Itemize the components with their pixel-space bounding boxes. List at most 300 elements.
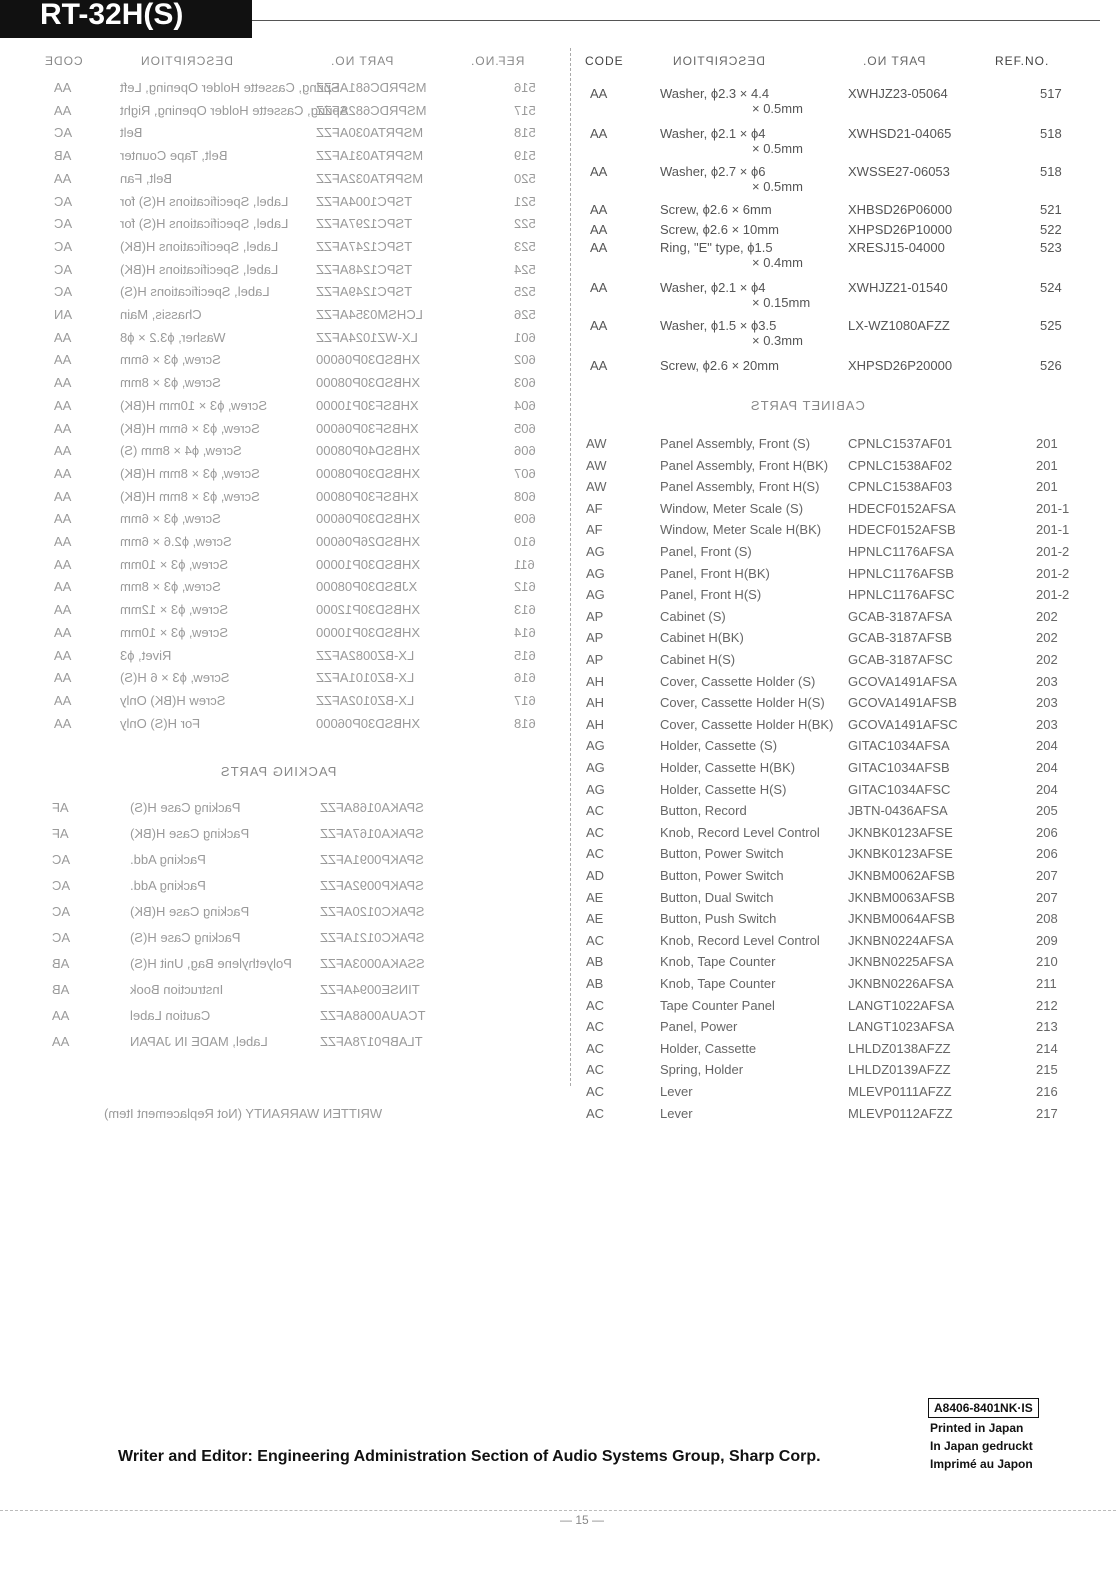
part-description-cont: × 0.5mm	[752, 101, 803, 116]
part-code: AC	[54, 216, 73, 232]
ref-number: 614	[514, 624, 536, 640]
ref-number: 525	[1040, 318, 1062, 333]
part-number: XHBSD30P06000	[316, 352, 421, 368]
part-code: AH	[586, 695, 605, 711]
part-number: HPNLC1176AFSA	[848, 544, 954, 559]
part-number: JKNBM0063AFSB	[848, 889, 955, 905]
part-number: MSPRTA032AFZZ	[316, 170, 424, 186]
part-description: Label, Specifications H(S) for	[120, 193, 289, 209]
ref-number: 203	[1036, 673, 1058, 689]
ref-number: 206	[1036, 824, 1058, 840]
ref-number: 521	[1040, 202, 1062, 217]
part-number: SPAKC0121AFZZ	[320, 930, 425, 945]
part-number: HDECF0152AFSA	[848, 500, 956, 516]
part-description: Washer, ϕ2.3 × 4.4	[660, 86, 770, 101]
ref-number: 520	[514, 170, 536, 186]
column-divider	[570, 48, 571, 1086]
part-number: XJBSD30P08000	[316, 579, 418, 595]
ref-number: 517	[514, 102, 536, 118]
part-code: AC	[54, 261, 73, 277]
part-description: Panel Assembly, Front H(S)	[660, 479, 820, 495]
part-number: XHBSD40P08000	[316, 443, 421, 459]
part-description: Panel, Power	[660, 1019, 738, 1035]
left-header-ref-no: REF.NO.	[470, 54, 525, 68]
part-code: AN	[54, 307, 73, 322]
part-number: GITAC1034AFSB	[848, 760, 950, 775]
part-number: JKNBN0225AFSA	[848, 954, 954, 970]
part-description: Screw, ϕ3 × 6 H(S)	[120, 670, 230, 686]
ref-number: 202	[1036, 608, 1058, 624]
part-number: XHPSD26P20000	[848, 358, 953, 373]
part-number: XHBSF30P10000	[316, 397, 419, 413]
part-number: TSPC1004AFZZ	[316, 193, 413, 209]
part-description: Label, Specifications H(BK)	[120, 261, 279, 277]
part-description: Panel, Front (S)	[660, 544, 752, 559]
part-description: Knob, Record Level Control	[660, 932, 820, 948]
part-number: XHBSD30P06000	[316, 511, 421, 527]
part-number: LANGT1022AFSA	[848, 997, 955, 1013]
ref-number: 215	[1036, 1062, 1058, 1078]
part-number: XHBSD26P06000	[316, 534, 421, 549]
part-number: XRESJ15-04000	[848, 240, 945, 255]
part-code: AG	[586, 781, 605, 797]
part-number: SSAKA0003AFZZ	[320, 956, 425, 971]
part-code: AP	[586, 630, 604, 646]
part-number: TCAUA0068AFZZ	[320, 1008, 426, 1023]
part-description: Caution Label	[130, 1008, 211, 1023]
ref-number: 609	[514, 511, 536, 527]
ref-number: 206	[1036, 846, 1058, 862]
part-description: Screw, ϕ3 × 6mm	[120, 511, 221, 527]
part-number: CPNLC1537AF01	[848, 436, 953, 451]
ref-number: 518	[1040, 126, 1062, 141]
part-number: MSPRDC682AFZZ	[316, 102, 427, 118]
part-number: XHBSF30P06000	[316, 420, 419, 436]
part-code: AA	[54, 670, 72, 686]
part-description: Knob, Record Level Control	[660, 824, 820, 840]
part-code: AC	[586, 1040, 605, 1056]
part-number: GITAC1034AFSA	[848, 738, 950, 754]
ref-number: 526	[1040, 358, 1062, 373]
part-code: AG	[586, 544, 605, 559]
part-description: Washer, ϕ2.1 × ϕ4	[660, 280, 766, 295]
part-description: Panel Assembly, Front H(BK)	[660, 457, 829, 473]
part-code: AC	[54, 193, 73, 209]
part-number: LX-WZ1024AFZZ	[316, 329, 418, 345]
part-number: SPAKC0120AFZZ	[320, 904, 425, 919]
part-description: Screw H(BK) Only	[120, 692, 226, 708]
ref-number: 203	[1036, 716, 1058, 732]
part-code: AB	[52, 956, 70, 971]
part-number: SPAKP0091AFZZ	[320, 852, 424, 867]
part-description: Packing Case H(S)	[130, 800, 241, 815]
part-number: LX-BZ0102AFZZ	[316, 692, 415, 708]
part-code: AA	[54, 511, 72, 527]
part-code: AC	[54, 125, 73, 141]
part-number: XWSSE27-06053	[848, 164, 950, 179]
part-number: LHLDZ0138AFZZ	[848, 1040, 951, 1056]
part-number: JKNBN0224AFSA	[848, 932, 954, 948]
ref-number: 214	[1036, 1040, 1058, 1056]
part-code: AC	[586, 997, 605, 1013]
part-number: LX-BZ0082AFZZ	[316, 647, 415, 663]
part-code: AC	[586, 1105, 605, 1121]
part-description: Screw, ϕ2.6 × 6mm	[660, 202, 772, 217]
part-code: AF	[52, 826, 69, 841]
part-number: HPNLC1176AFSB	[848, 565, 954, 581]
ref-number: 605	[514, 420, 536, 436]
part-number: CPNLC1538AF02	[848, 457, 953, 473]
part-code: AA	[54, 602, 72, 618]
document-code-stamp: A8406-8401NK·IS	[928, 1398, 1039, 1418]
part-number: GCOVA1491AFSB	[848, 695, 957, 711]
part-description: Screw, ϕ3 × 10mm	[120, 556, 229, 572]
part-number: GITAC1034AFSC	[848, 781, 951, 797]
part-code: AC	[586, 1019, 605, 1035]
part-number: HPNLC1176AFSC	[848, 587, 955, 603]
page-number: — 15 —	[560, 1513, 605, 1527]
part-description: Screw, ϕ3 × 10mm	[120, 624, 229, 640]
part-number: XHBSD30P10000	[316, 556, 421, 572]
warranty-note: WRITTEN WARRANTY (Not Replacement Item)	[104, 1106, 383, 1121]
part-number: XHBSD30P08000	[316, 375, 421, 391]
ref-number: 518	[514, 125, 536, 141]
right-header-code: CODE	[585, 54, 624, 68]
part-code: AC	[586, 803, 605, 819]
part-description: Screw, ϕ3 × 12mm	[120, 602, 229, 618]
ref-number: 612	[514, 579, 536, 595]
ref-number: 604	[514, 397, 536, 413]
ref-number: 610	[514, 534, 536, 549]
right-header-part-no: PART NO.	[862, 54, 926, 68]
part-code: AA	[590, 126, 608, 141]
ref-number: 213	[1036, 1019, 1058, 1035]
part-description: Holder, Cassette H(BK)	[660, 760, 796, 775]
part-code: AF	[586, 500, 603, 516]
part-description: Instruction Book	[130, 982, 224, 997]
ref-number: 210	[1036, 954, 1058, 970]
right-header-ref-no: REF.NO.	[995, 54, 1050, 68]
part-description: Packing Case H(BK)	[130, 826, 250, 841]
ref-number: 204	[1036, 781, 1058, 797]
part-description: Holder, Cassette (S)	[660, 738, 778, 754]
ref-number: 521	[514, 193, 536, 209]
ref-number: 201-1	[1036, 522, 1070, 538]
left-header-part-no: PART NO.	[330, 54, 394, 68]
bottom-rule	[0, 1510, 1116, 1511]
ref-number: 522	[514, 216, 536, 232]
part-code: AA	[54, 397, 72, 413]
part-number: JKNBK0123AFSE	[848, 824, 953, 840]
part-number: JBTN-0436AFSA	[848, 803, 948, 819]
part-code: AE	[586, 889, 604, 905]
part-number: MLEVP0111AFZZ	[848, 1084, 952, 1099]
part-number: XWHJZ23-05064	[848, 86, 948, 101]
part-code: AA	[590, 280, 608, 295]
part-description: Cover, Cassette Holder H(S)	[660, 695, 825, 711]
part-description-cont: × 0.4mm	[752, 255, 803, 270]
part-code: AA	[54, 102, 72, 118]
ref-number: 519	[514, 148, 536, 164]
part-number: JKNBK0123AFSE	[848, 846, 953, 862]
part-code: AA	[54, 443, 72, 459]
part-description: Button, Record	[660, 803, 747, 819]
ref-number: 201-2	[1036, 544, 1070, 559]
header-rule	[252, 20, 1100, 21]
part-code: AA	[54, 624, 72, 640]
ref-number: 217	[1036, 1105, 1058, 1121]
part-number: GCAB-3187AFSB	[848, 630, 953, 646]
part-description: Cover, Cassette Holder (S)	[660, 673, 816, 689]
ref-number: 517	[1040, 86, 1062, 101]
ref-number: 207	[1036, 889, 1058, 905]
part-number: TSPC1248AFZZ	[316, 261, 413, 277]
part-code: AA	[590, 318, 608, 333]
part-code: AA	[54, 420, 72, 436]
part-description: Label, Specifications H(BK)	[120, 238, 279, 254]
part-description: Packing Case H(S)	[130, 930, 241, 945]
part-description: Button, Push Switch	[660, 911, 777, 927]
part-description: Screw, ϕ2.6 × 20mm	[660, 358, 779, 373]
part-number: LHLDZ0139AFZZ	[848, 1062, 951, 1078]
ref-number: 602	[514, 352, 536, 368]
part-description: Panel, Front H(S)	[660, 587, 762, 603]
part-description: Label, Specifications H(S) for	[120, 216, 289, 232]
part-number: LCHSM0354AFZZ	[316, 307, 423, 322]
part-description: Screw, ϕ3 × 8mm H(BK)	[120, 488, 260, 504]
ref-number: 201	[1036, 479, 1058, 495]
part-code: AW	[586, 479, 607, 495]
part-number: CPNLC1538AF03	[848, 479, 953, 495]
ref-number: 201	[1036, 436, 1058, 451]
model-title: RT-32H(S)	[0, 0, 252, 38]
part-code: AA	[54, 488, 72, 504]
part-description: Window, Meter Scale (S)	[660, 500, 804, 516]
part-number: MLEVP0112AFZZ	[848, 1105, 953, 1121]
part-code: AA	[590, 164, 608, 179]
part-description: For H(S) Only	[120, 715, 201, 731]
ref-number: 615	[514, 647, 536, 663]
ref-number: 201	[1036, 457, 1058, 473]
part-code: AF	[52, 800, 69, 815]
cabinet-parts-title: CABINET PARTS	[750, 398, 865, 413]
part-number: TLABP0178AFZZ	[320, 1034, 423, 1049]
part-code: AB	[52, 982, 70, 997]
part-code: AP	[586, 608, 604, 624]
ref-number: 209	[1036, 932, 1058, 948]
part-description: Screw, ϕ3 × 6mm	[120, 352, 221, 368]
ref-number: 523	[514, 238, 536, 254]
ref-number: 204	[1036, 738, 1058, 754]
part-description: Screw, ϕ3 × 6mm H(BK)	[120, 420, 260, 436]
part-description: Panel, Front H(BK)	[660, 565, 770, 581]
part-code: AC	[586, 846, 605, 862]
part-description: Screw, ϕ3 × 10mm H(BK)	[120, 397, 268, 413]
part-description: Washer, ϕ2.1 × ϕ4	[660, 126, 766, 141]
part-description-cont: × 0.5mm	[752, 179, 803, 194]
ref-number: 524	[1040, 280, 1062, 295]
left-header-code: CODE	[44, 54, 83, 68]
part-number: XHPSD26P10000	[848, 222, 953, 237]
part-code: AW	[586, 436, 607, 451]
part-description: Spring, Holder	[660, 1062, 744, 1078]
part-code: AA	[54, 170, 72, 186]
left-section-title: PACKING PARTS	[220, 764, 337, 779]
ref-number: 202	[1036, 652, 1058, 667]
part-description: Screw, ϕ4 × 8mm (S)	[120, 443, 242, 459]
part-description: Washer, ϕ1.5 × ϕ3.5	[660, 318, 777, 333]
part-description: Washer, ϕ3.2 × ϕ8	[120, 329, 226, 345]
ref-number: 616	[514, 670, 536, 686]
part-code: AC	[586, 1062, 605, 1078]
ref-number: 208	[1036, 911, 1058, 927]
part-number: LX-WZ1080AFZZ	[848, 318, 950, 333]
part-description: Washer, ϕ2.7 × ϕ6	[660, 164, 766, 179]
ref-number: 201-2	[1036, 565, 1070, 581]
part-description: Label, MADE IN JAPAN	[130, 1034, 268, 1049]
part-number: TINSE0094AFZZ	[320, 982, 420, 997]
ref-number: 516	[514, 80, 536, 95]
ref-number: 518	[1040, 164, 1062, 179]
left-header-description: DESCRIPTION	[140, 54, 234, 68]
ref-number: 526	[514, 307, 536, 322]
ref-number: 204	[1036, 760, 1058, 775]
part-description: Belt, Fan	[120, 170, 173, 186]
part-description: Screw, ϕ3 × 8mm	[120, 375, 221, 391]
part-description: Packing Add.	[130, 878, 206, 893]
part-description: Screw, ϕ2.6 × 10mm	[660, 222, 779, 237]
part-code: AA	[54, 80, 72, 95]
part-description: Window, Meter Scale H(BK)	[660, 522, 822, 538]
part-code: AC	[586, 1084, 605, 1099]
writer-editor-credit: Writer and Editor: Engineering Administration Section of Audio Systems Group, Sharp Corp.	[118, 1448, 821, 1465]
ref-number: 522	[1040, 222, 1062, 237]
part-code: AG	[586, 587, 605, 603]
part-number: TSPC1249AFZZ	[316, 284, 413, 300]
part-description: Belt, Tape Counter	[120, 148, 228, 164]
part-description: Button, Power Switch	[660, 846, 784, 862]
part-code: AA	[54, 465, 72, 481]
part-number: XWHJZ21-01540	[848, 280, 948, 295]
part-code: AW	[586, 457, 607, 473]
part-description: Tape Counter Panel	[660, 997, 775, 1013]
part-number: MSPRTA030AFZZ	[316, 125, 424, 141]
part-number: MSPRDC681AFZZ	[316, 80, 427, 95]
part-code: AG	[586, 760, 605, 775]
part-description: Rivet, ϕ3	[120, 647, 172, 663]
printed-en: Printed in Japan	[930, 1421, 1024, 1435]
part-code: AB	[586, 976, 604, 991]
part-code: AE	[586, 911, 604, 927]
part-number: JKNBM0062AFSB	[848, 868, 955, 883]
part-code: AA	[54, 579, 72, 595]
part-number: GCOVA1491AFSA	[848, 673, 957, 689]
part-description: Chassis, Main	[120, 307, 202, 322]
part-description: Cabinet (S)	[660, 608, 726, 624]
part-number: XWHSD21-04065	[848, 126, 952, 141]
ref-number: 202	[1036, 630, 1058, 646]
part-description: Knob, Tape Counter	[660, 954, 776, 970]
part-code: AA	[590, 358, 608, 373]
part-description: Button, Power Switch	[660, 868, 784, 883]
part-code: AA	[590, 86, 608, 101]
ref-number: 211	[1036, 976, 1057, 991]
ref-number: 613	[514, 602, 536, 618]
part-description: Spring, Cassette Holder Opening, Right	[120, 102, 349, 118]
part-code: AC	[586, 932, 605, 948]
part-code: AA	[54, 352, 72, 368]
ref-number: 524	[514, 261, 536, 277]
ref-number: 603	[514, 375, 536, 391]
part-number: JKNBN0226AFSA	[848, 976, 954, 991]
right-header-description: DESCRIPTION	[672, 54, 766, 68]
part-code: AH	[586, 716, 605, 732]
ref-number: 212	[1036, 997, 1058, 1013]
part-description: Ring, "E" type, ϕ1.5	[660, 240, 773, 255]
part-number: LX-BZ0101AFZZ	[316, 670, 415, 686]
part-code: AA	[54, 375, 72, 391]
part-code: AF	[586, 522, 603, 538]
part-description-cont: × 0.5mm	[752, 141, 803, 156]
ref-number: 523	[1040, 240, 1062, 255]
part-description: Holder, Cassette	[660, 1040, 757, 1056]
part-code: AP	[586, 652, 604, 667]
part-number: TSPC1297AFZZ	[316, 216, 413, 232]
part-code: AA	[54, 534, 72, 549]
ref-number: 205	[1036, 803, 1058, 819]
ref-number: 525	[514, 284, 536, 300]
part-description: Belt	[120, 125, 143, 141]
ref-number: 201-2	[1036, 587, 1070, 603]
part-number: GCAB-3187AFSA	[848, 608, 953, 624]
ref-number: 606	[514, 443, 536, 459]
part-number: SPAKA0168AFZZ	[320, 800, 424, 815]
part-description: Lever	[660, 1084, 693, 1099]
part-code: AC	[54, 284, 73, 300]
part-description: Button, Dual Switch	[660, 889, 774, 905]
part-description: Lever	[660, 1105, 693, 1121]
part-code: AA	[54, 556, 72, 572]
ref-number: 216	[1036, 1084, 1058, 1099]
part-code: AA	[54, 692, 72, 708]
part-code: AC	[54, 238, 73, 254]
part-code: AB	[586, 954, 604, 970]
part-description: Screw, ϕ2.6 × 6mm	[120, 534, 232, 549]
ref-number: 617	[514, 692, 536, 708]
part-number: XHBSD30P10000	[316, 624, 421, 640]
part-code: AA	[590, 202, 608, 217]
part-description: Packing Add.	[130, 852, 206, 867]
part-code: AC	[52, 878, 71, 893]
part-code: AC	[52, 904, 71, 919]
ref-number: 607	[514, 465, 536, 481]
part-description: Screw, ϕ3 × 8mm	[120, 579, 221, 595]
part-code: AA	[590, 222, 608, 237]
part-code: AC	[52, 852, 71, 867]
part-code: AC	[52, 930, 71, 945]
part-code: AA	[590, 240, 608, 255]
part-description-cont: × 0.3mm	[752, 333, 803, 348]
part-description-cont: × 0.15mm	[752, 295, 811, 310]
part-code: AA	[54, 647, 72, 663]
part-code: AG	[586, 738, 605, 754]
part-code: AB	[54, 148, 72, 164]
part-description: Cabinet H(S)	[660, 652, 736, 667]
part-code: AA	[52, 1034, 70, 1049]
part-number: TSPC1247AFZZ	[316, 238, 413, 254]
part-description: Knob, Tape Counter	[660, 976, 776, 991]
ref-number: 203	[1036, 695, 1058, 711]
